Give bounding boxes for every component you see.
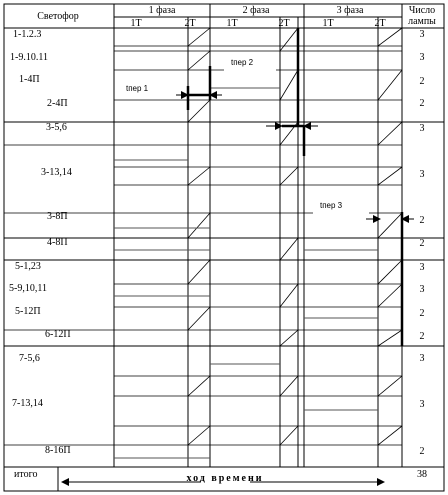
phase-2-2t-header: 2Т (278, 18, 290, 29)
signal-state-lines (114, 88, 378, 458)
signal-label: 5-1,23 (15, 261, 41, 272)
signal-labels (9, 29, 72, 456)
signal-label: 2-4П (47, 98, 68, 109)
lamp-count: 3 (419, 353, 425, 364)
phase-1-header: 1 фаза (148, 5, 176, 16)
lamp-counts (420, 29, 425, 457)
phase-1-2t-header: 2Т (184, 18, 196, 29)
phase-2-header: 2 фаза (242, 5, 270, 16)
lamp-count: 3 (419, 52, 425, 63)
signal-label: 7-5,6 (19, 353, 40, 364)
phase-3-header: 3 фаза (336, 5, 364, 16)
lamp-count: 3 (419, 169, 425, 180)
hatch-marks (188, 28, 402, 445)
tper1-label: tпер 1 (126, 84, 149, 93)
signal-label: 1-9.10.11 (10, 52, 48, 63)
lamp-count: 3 (419, 123, 425, 134)
lamp-count: 3 (419, 399, 425, 410)
signal-label: 1-1.2.3 (13, 29, 42, 40)
phase-1-1t-header: 1Т (130, 18, 142, 29)
lamp-count: 2 (419, 308, 425, 319)
signal-label: 3-8П (47, 211, 68, 222)
lamp-count: 3 (419, 262, 425, 273)
signal-label: 1-4П (19, 74, 40, 85)
total-label: итого (14, 469, 38, 480)
signal-label: 3-5,6 (46, 122, 67, 133)
lamp-count: 2 (419, 446, 425, 457)
tper2-label: tпер 2 (231, 58, 254, 67)
phase-3-2t-header: 2Т (374, 18, 386, 29)
lamp-count: 2 (419, 331, 425, 342)
lamp-count: 2 (419, 98, 425, 109)
signal-label: 6-12П (45, 329, 71, 340)
lamp-count: 2 (419, 76, 425, 87)
transition-labels (118, 52, 369, 214)
vertical-grid (114, 4, 402, 467)
signal-label: 5-9,10,11 (9, 283, 47, 294)
phase-2-1t-header: 1Т (226, 18, 238, 29)
phase-3-1t-header: 1Т (322, 18, 334, 29)
signal-column-header: Светофор (37, 11, 79, 22)
row-lines (114, 46, 402, 445)
signal-label: 7-13,14 (12, 398, 43, 409)
signal-label: 8-16П (45, 445, 71, 456)
lamps-column-header-line2: лампы (408, 16, 436, 27)
total-lamps: 38 (417, 469, 427, 480)
time-axis-label: ход времени (186, 473, 264, 484)
signal-label: 5-12П (15, 306, 41, 317)
lamp-count: 2 (419, 215, 425, 226)
lamp-count: 3 (419, 29, 425, 40)
lamp-count: 2 (419, 238, 425, 249)
lamps-column-header-line1: Число (408, 5, 436, 16)
tper3-label: tпер 3 (320, 201, 343, 210)
signal-label: 3-13,14 (41, 167, 72, 178)
lamp-count: 3 (419, 284, 425, 295)
signal-label: 4-8П (47, 237, 68, 248)
